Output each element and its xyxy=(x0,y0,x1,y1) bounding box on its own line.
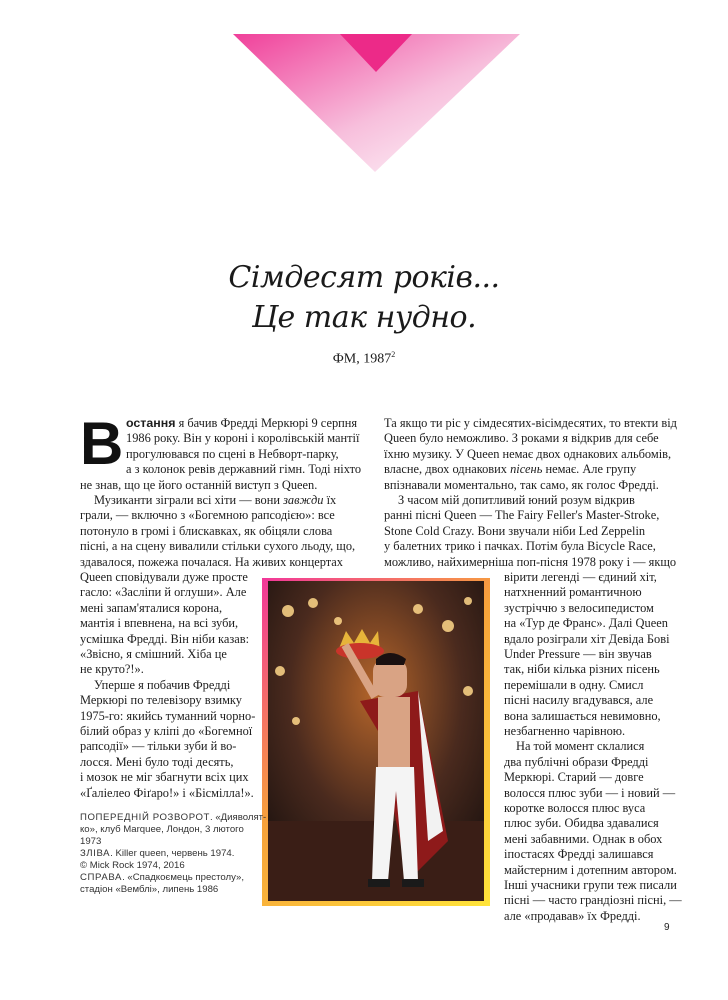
right-column-line: вдало розіграли хіт Девіда Бові xyxy=(504,631,670,646)
right-column-line: зустріччю з велосипедистом xyxy=(504,600,654,615)
left-column-line: і мозок не міг збагнути всіх цих xyxy=(80,770,249,785)
left-column-line: 1975-го: якийсь туманний чорно- xyxy=(80,708,256,723)
right-column-line: плюс зуби. Обидва здавалися xyxy=(504,816,659,831)
right-column-line: вона залишається невимовно, xyxy=(504,708,661,723)
right-column-line: Under Pressure — він звучав xyxy=(504,647,652,661)
left-column-line: здавалося, пожежа почалася. На живих концертах xyxy=(80,554,343,569)
left-column-line: «Ґаліелео Фіґаро!» і «Бісмілла!». xyxy=(80,785,254,800)
right-column-line: власне, двох однакових пісень немає. Але групу xyxy=(384,462,637,477)
right-column-line: мені забавними. Однак в обох xyxy=(504,831,663,846)
right-column-line: але «продавав» їх Фредді. xyxy=(504,908,641,923)
right-column-line: іпостасях Фредді залишався xyxy=(504,847,654,862)
left-column-line: остання я бачив Фредді Меркюрі 9 серпня xyxy=(126,416,358,430)
right-column-line: у балетних трико і пачках. Потім була Bicycle Race, xyxy=(384,539,656,554)
drop-cap: В xyxy=(80,410,124,477)
quote-attribution: ФМ, 1987$^2$ xyxy=(332,350,396,367)
right-column-line: волосся плюс зуби — і новий — xyxy=(504,785,676,800)
left-column-line: рапсодії» — тільки зуби й во- xyxy=(80,739,237,754)
decorative-triangles xyxy=(0,0,728,230)
caption-line: СПРАВА. «Спадкоємець престолу», xyxy=(80,872,244,883)
left-column-line: мені запам'яталися корона, xyxy=(80,600,223,615)
right-column-line: можливо, найхимерніша поп-пісня 1978 року і — якщо xyxy=(384,554,677,569)
right-column-line: Stone Cold Crazy. Вони звучали ніби Led Zeppelin xyxy=(384,523,646,538)
quote-line-2: Це так нудно. xyxy=(251,300,477,335)
caption-line: ПОПЕРЕДНІЙ РОЗВОРОТ. «Дияволят- xyxy=(80,812,267,823)
left-column-line: не знав, що це його останній виступ з Queen. xyxy=(80,477,318,492)
right-column-line: пісні насилу вгадувався, але xyxy=(504,693,654,708)
left-column-line: мантія і впевнена, на всі зуби, xyxy=(80,616,239,631)
left-column-line: гасло: «Засліпи й оглуши». Але xyxy=(80,585,247,600)
left-column-line: Уперше я побачив Фредді xyxy=(94,677,231,692)
right-column-line: На той момент склалися xyxy=(516,739,645,754)
left-column-line: «Звісно, я смішний. Хіба це xyxy=(80,647,227,661)
caption-line: стадіон «Вемблі», липень 1986 xyxy=(80,884,219,895)
right-column-line: пісні — часто грандіозні пісні, — xyxy=(504,893,682,908)
quote-line-1: Сімдесят років... xyxy=(228,260,500,295)
left-column-line: пісні, а на сцену вивалили стільки сухого льоду, що, xyxy=(80,539,356,554)
left-column-line: Меркюрі по телевізору взимку xyxy=(80,693,242,708)
left-column-line: усмішка Фредді. Він ніби казав: xyxy=(80,631,250,646)
caption-line: ко», клуб Marquee, Лондон, 3 лютого xyxy=(80,824,244,835)
left-column-line: грали, — включно з «Богемною рапсодією»: все xyxy=(80,508,335,523)
right-column-line: натхненний романтичною xyxy=(504,585,642,600)
left-column-line: прогулювався по сцені в Небворт-парку, xyxy=(126,446,339,461)
right-column-line: ранні пісні Queen — The Fairy Feller's Master-Stroke, xyxy=(384,508,660,523)
left-column-line: Queen сповідували дуже просте xyxy=(80,570,248,584)
caption-line: ЗЛІВА. Killer queen, червень 1974. xyxy=(80,848,235,859)
caption-line: 1973 xyxy=(80,836,102,847)
right-column-line: впізнавали моментально, так само, як голос Фредді. xyxy=(384,477,659,492)
performer-photo-icon xyxy=(268,581,484,901)
right-column-line: на «Тур де Франс». Далі Queen xyxy=(504,616,668,631)
right-column-line: так, ніби кілька різних пісень xyxy=(504,662,660,677)
right-column-line: З часом мій допитливий юний розум відкрив xyxy=(398,493,635,507)
right-column-line: Queen було неможливо. З роками я відкрив для себе xyxy=(384,431,659,446)
right-column-line: майстерним і дотепним автором. xyxy=(504,862,677,877)
right-column-line: вірити легенді — єдиний хіт, xyxy=(504,570,657,584)
caption-line: © Mick Rock 1974, 2016 xyxy=(80,860,185,871)
page-number: 9 xyxy=(664,922,670,933)
right-column-line: їхню музику. У Queen немає двох однакових альбомів, xyxy=(384,446,672,461)
right-column-line: два публічні образи Фредді xyxy=(504,754,649,769)
right-column-line: Інші учасники групи теж писали xyxy=(504,878,677,892)
right-column-line: Та якщо ти ріс у сімдесятих-вісімдесятих, то втекти від xyxy=(384,416,677,430)
left-column-line: лосся. Мені було тоді десять, xyxy=(80,754,234,769)
right-column-line: Меркюрі. Старий — довге xyxy=(504,770,644,785)
right-column-line: незбагненно чарівною. xyxy=(504,724,626,738)
left-column-line: 1986 року. Він у короні і королівській мантії xyxy=(126,431,360,446)
left-column-line: Музиканти зіграли всі хіти — вони завжди їх xyxy=(94,493,337,507)
left-column-line: білий образ у кліпі до «Богемної xyxy=(80,724,253,738)
right-column-line: перемішали в одну. Смисл xyxy=(504,677,644,692)
left-column-line: не круто?!». xyxy=(80,662,144,677)
left-column-line: потонуло в громі і блискавках, як обіцяли слова xyxy=(80,523,333,538)
left-column-line: а з колонок ревів державний гімн. Тоді ніхто xyxy=(126,462,362,477)
right-column-line: коротке волосся плюс вуса xyxy=(504,801,646,815)
